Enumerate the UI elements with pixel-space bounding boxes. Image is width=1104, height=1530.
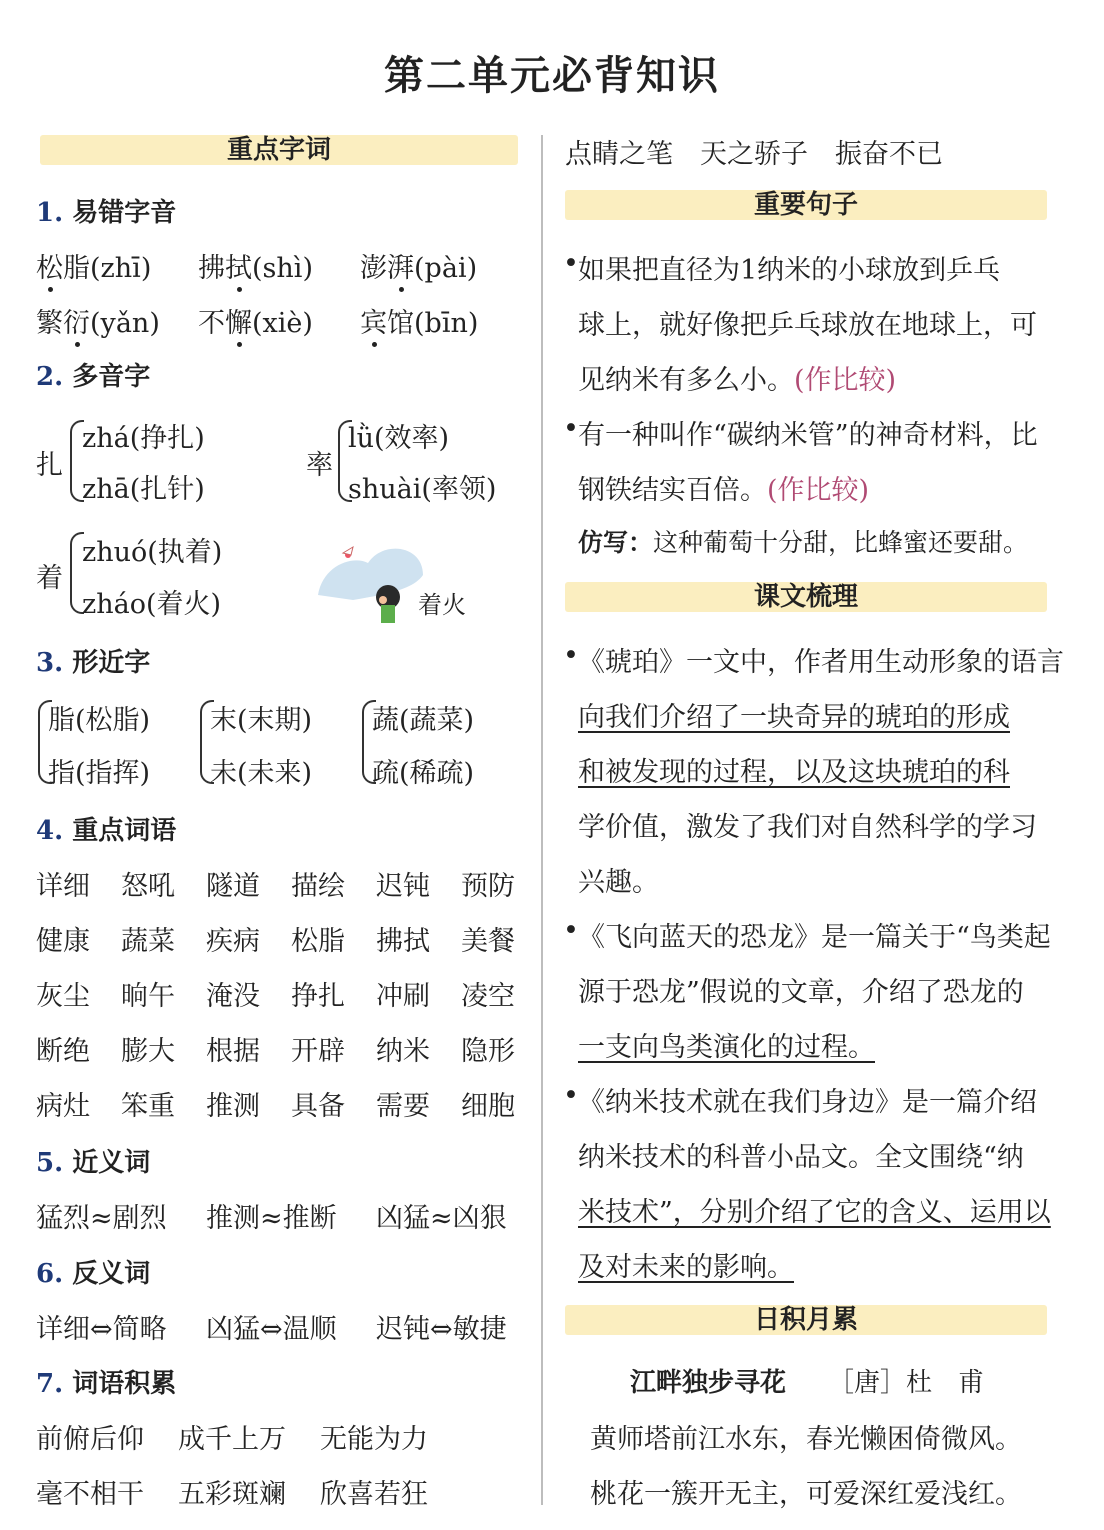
vocab-row: 详细 怒吼 隧道 描绘 迟钝 预防 — [36, 871, 515, 902]
section-heading-6: 6. 反义词 — [36, 1259, 151, 1289]
idiom: 五彩斑斓 — [178, 1479, 286, 1510]
section-heading-7: 7. 词语积累 — [36, 1369, 177, 1399]
section-heading-2: 2. 多音字 — [36, 362, 151, 392]
similar-char: 脂(松脂) — [48, 705, 151, 736]
page-title: 第二单元必背知识 — [384, 53, 720, 99]
poem-author: ［唐］杜 甫 — [828, 1368, 985, 1398]
summary-line: 兴趣。 — [578, 867, 659, 898]
vocab-row: 健康 蔬菜 疾病 松脂 拂拭 美餐 — [36, 926, 515, 957]
summary-line: 《琥珀》一文中，作者用生动形象的语言 — [578, 647, 1064, 678]
polyphone-char: 扎 — [36, 450, 63, 481]
section-heading-4: 4. 重点词语 — [36, 816, 177, 846]
polyphone-reading: zháo(着火) — [82, 589, 222, 620]
summary-line: 一支向鸟类演化的过程。 — [578, 1032, 875, 1063]
banner-text-summary: 课文梳理 — [565, 582, 1047, 612]
section-heading-5: 5. 近义词 — [36, 1148, 151, 1178]
similar-char: 指(指挥) — [48, 758, 151, 789]
bullet: • — [563, 640, 579, 671]
sentence-line: 球上，就好像把乒乓球放在地球上，可 — [578, 310, 1037, 341]
column-divider — [541, 135, 543, 1505]
vocab-row: 病灶 笨重 推测 具备 需要 细胞 — [36, 1091, 515, 1122]
synonym-pair: 推测≈推断 — [206, 1203, 337, 1234]
summary-line: 源于恐龙”假说的文章，介绍了恐龙的 — [578, 977, 1024, 1008]
summary-line: 《飞向蓝天的恐龙》是一篇关于“鸟类起 — [578, 922, 1051, 953]
bullet: • — [563, 915, 579, 946]
banner-daily-accumulation: 日积月累 — [565, 1305, 1047, 1335]
polyphone-reading: zhuó(执着) — [82, 537, 223, 568]
vocab-row: 断绝 膨大 根据 开辟 纳米 隐形 — [36, 1036, 515, 1067]
summary-line: 和被发现的过程，以及这块琥珀的科 — [578, 757, 1010, 788]
word-item: 宾馆(bīn) — [360, 308, 479, 339]
bullet: • — [563, 248, 579, 279]
polyphone-reading: shuài(率领) — [348, 474, 497, 505]
word-item: 拂拭(shì) — [198, 253, 313, 284]
sentence-line: 钢铁结实百倍。(作比较) — [578, 475, 870, 506]
idiom: 无能为力 — [320, 1424, 428, 1455]
banner-key-words: 重点字词 — [40, 135, 518, 165]
synonym-pair: 猛烈≈剧烈 — [36, 1203, 167, 1234]
word-item: 繁衍(yǎn) — [36, 308, 160, 339]
polyphone-reading: zhá(挣扎) — [82, 423, 205, 454]
word-item: 不懈(xiè) — [198, 308, 313, 339]
idiom: 前俯后仰 — [36, 1424, 144, 1455]
polyphone-reading: lǜ(效率) — [348, 423, 450, 454]
polyphone-char: 着 — [36, 563, 63, 594]
imitation-writing: 仿写：这种葡萄十分甜，比蜂蜜还要甜。 — [578, 528, 1029, 557]
polyphone-reading: zhā(扎针) — [82, 474, 205, 505]
section-heading-1: 1. 易错字音 — [36, 198, 177, 228]
top-words: 点睛之笔 天之骄子 振奋不已 — [565, 139, 943, 170]
poem-title: 江畔独步寻花 — [630, 1368, 787, 1398]
sentence-line: 如果把直径为1纳米的小球放到乒乓 — [578, 255, 1001, 286]
word-item: 澎湃(pài) — [360, 253, 478, 284]
idiom: 成千上万 — [178, 1424, 286, 1455]
antonym-pair: 凶猛⇔温顺 — [206, 1314, 337, 1345]
idiom: 欣喜若狂 — [320, 1479, 428, 1510]
summary-line: 学价值，激发了我们对自然科学的学习 — [578, 812, 1037, 843]
illustration-caption: 着火 — [418, 591, 466, 619]
antonym-pair: 迟钝⇔敏捷 — [376, 1314, 507, 1345]
fire-illustration — [313, 535, 433, 625]
banner-important-sentences: 重要句子 — [565, 190, 1047, 220]
vocab-row: 灰尘 晌午 淹没 挣扎 冲刷 凌空 — [36, 981, 515, 1012]
sentence-line: 见纳米有多么小。(作比较) — [578, 365, 897, 396]
summary-line: 《纳米技术就在我们身边》是一篇介绍 — [578, 1087, 1037, 1118]
summary-line: 纳米技术的科普小品文。全文围绕“纳 — [578, 1142, 1024, 1173]
similar-char: 疏(稀疏) — [372, 758, 475, 789]
similar-char: 蔬(蔬菜) — [372, 705, 475, 736]
synonym-pair: 凶猛≈凶狠 — [376, 1203, 507, 1234]
bullet: • — [563, 413, 579, 444]
word-item: 松脂(zhī) — [36, 253, 152, 284]
poem-line: 黄师塔前江水东，春光懒困倚微风。 — [590, 1424, 1022, 1455]
idiom: 毫不相干 — [36, 1479, 144, 1510]
similar-char: 末(末期) — [210, 705, 313, 736]
polyphone-char: 率 — [306, 450, 333, 481]
antonym-pair: 详细⇔简略 — [36, 1314, 167, 1345]
bullet: • — [563, 1080, 579, 1111]
sentence-line: 有一种叫作“碳纳米管”的神奇材料，比 — [578, 420, 1038, 451]
summary-line: 向我们介绍了一块奇异的琥珀的形成 — [578, 702, 1010, 733]
similar-char: 未(未来) — [210, 758, 313, 789]
summary-line: 米技术”，分别介绍了它的含义、运用以 — [578, 1197, 1051, 1228]
section-heading-3: 3. 形近字 — [36, 648, 151, 678]
poem-line: 桃花一簇开无主，可爱深红爱浅红。 — [590, 1479, 1022, 1510]
summary-line: 及对未来的影响。 — [578, 1252, 794, 1283]
